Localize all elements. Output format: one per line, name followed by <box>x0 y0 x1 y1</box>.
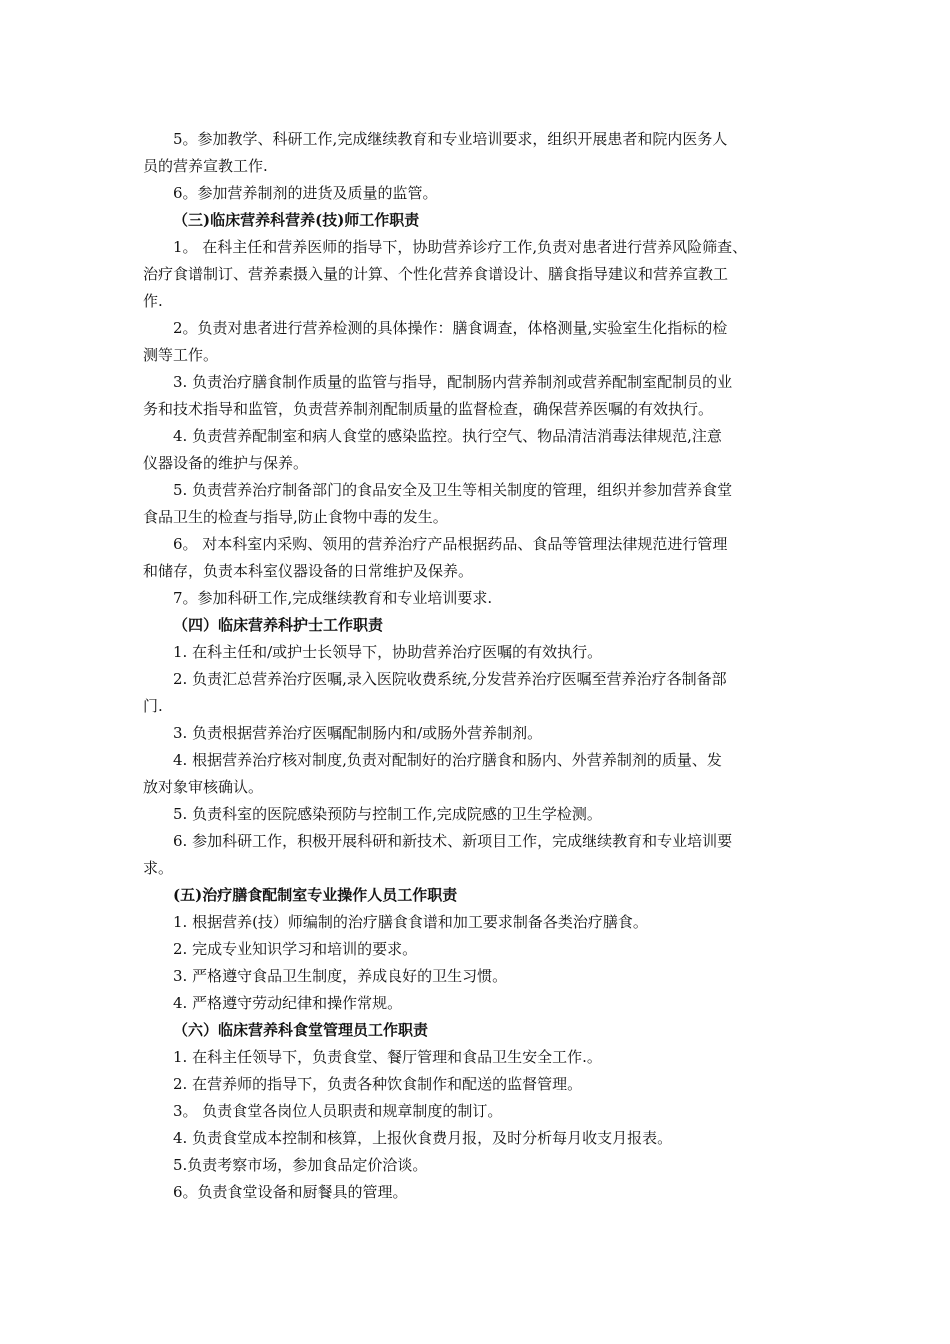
para-line: 仪器设备的维护与保养。 <box>143 454 309 472</box>
para-line: 2。负责对患者进行营养检测的具体操作：膳食调查，体格测量,实验室生化指标的检 <box>173 319 728 337</box>
para-line: 3. 负责根据营养治疗医嘱配制肠内和/或肠外营养制剂。 <box>173 724 543 742</box>
para-line: 5。参加教学、科研工作,完成继续教育和专业培训要求，组织开展患者和院内医务人 <box>173 130 728 148</box>
para-line: 6。参加营养制剂的进货及质量的监管。 <box>173 184 438 202</box>
para-line: 7。参加科研工作,完成继续教育和专业培训要求. <box>173 589 493 607</box>
para-line: 员的营养宣教工作. <box>143 157 268 175</box>
para-line: 1. 在科主任领导下，负责食堂、餐厅管理和食品卫生安全工作.。 <box>173 1048 602 1066</box>
para-line: 6. 参加科研工作，积极开展科研和新技术、新项目工作，完成继续教育和专业培训要 <box>173 832 733 850</box>
section-heading: （六）临床营养科食堂管理员工作职责 <box>173 1021 429 1039</box>
para-line: 3. 负责治疗膳食制作质量的监管与指导，配制肠内营养制剂或营养配制室配制员的业 <box>173 373 733 391</box>
para-line: 治疗食谱制订、营养素摄入量的计算、个性化营养食谱设计、膳食指导建议和营养宣教工 <box>143 265 729 283</box>
para-line: 测等工作。 <box>143 346 219 364</box>
para-line: 门. <box>143 697 163 715</box>
para-line: 1。 在科主任和营养医师的指导下，协助营养诊疗工作,负责对患者进行营养风险筛查、 <box>173 238 748 256</box>
para-line: 3. 严格遵守食品卫生制度，养成良好的卫生习惯。 <box>173 967 508 985</box>
section-heading: （四）临床营养科护士工作职责 <box>173 616 384 634</box>
para-line: 1. 根据营养(技）师编制的治疗膳食食谱和加工要求制备各类治疗膳食。 <box>173 913 648 931</box>
para-line: 1. 在科主任和/或护士长领导下，协助营养治疗医嘱的有效执行。 <box>173 643 603 661</box>
para-line: 6。 对本科室内采购、领用的营养治疗产品根据药品、食品等管理法律规范进行管理 <box>173 535 728 553</box>
para-line: 3。 负责食堂各岗位人员职责和规章制度的制订。 <box>173 1102 503 1120</box>
document-body <box>143 126 815 1206</box>
para-line: 2. 在营养师的指导下，负责各种饮食制作和配送的监督管理。 <box>173 1075 583 1093</box>
para-line: 4. 负责营养配制室和病人食堂的感染监控。执行空气、物品清洁消毒法律规范,注意 <box>173 427 722 445</box>
para-line: 5. 负责营养治疗制备部门的食品安全及卫生等相关制度的管理，组织并参加营养食堂 <box>173 481 733 499</box>
para-line: 和储存，负责本科室仪器设备的日常维护及保养。 <box>143 562 474 580</box>
para-line: 5. 负责科室的医院感染预防与控制工作,完成院感的卫生学检测。 <box>173 805 602 823</box>
section-heading: (五)治疗膳食配制室专业操作人员工作职责 <box>173 886 458 904</box>
para-line: 5.负责考察市场，参加食品定价洽谈。 <box>173 1156 428 1174</box>
section-heading: （三)临床营养科营养(技)师工作职责 <box>173 211 420 229</box>
para-line: 4. 负责食堂成本控制和核算，上报伙食费月报，及时分析每月收支月报表。 <box>173 1129 673 1147</box>
para-line: 作. <box>143 292 163 310</box>
para-line: 2. 完成专业知识学习和培训的要求。 <box>173 940 418 958</box>
para-line: 4. 根据营养治疗核对制度,负责对配制好的治疗膳食和肠内、外营养制剂的质量、发 <box>173 751 722 769</box>
para-line: 求。 <box>143 859 174 877</box>
para-line: 放对象审核确认。 <box>143 778 264 796</box>
para-line: 2. 负责汇总营养治疗医嘱,录入医院收费系统,分发营养治疗医嘱至营养治疗各制备部 <box>173 670 727 688</box>
para-line: 6。负责食堂设备和厨餐具的管理。 <box>173 1183 408 1201</box>
para-line: 食品卫生的检查与指导,防止食物中毒的发生。 <box>143 508 448 526</box>
para-line: 务和技术指导和监管，负责营养制剂配制质量的监督检查，确保营养医嘱的有效执行。 <box>143 400 714 418</box>
para-line: 4. 严格遵守劳动纪律和操作常规。 <box>173 994 403 1012</box>
